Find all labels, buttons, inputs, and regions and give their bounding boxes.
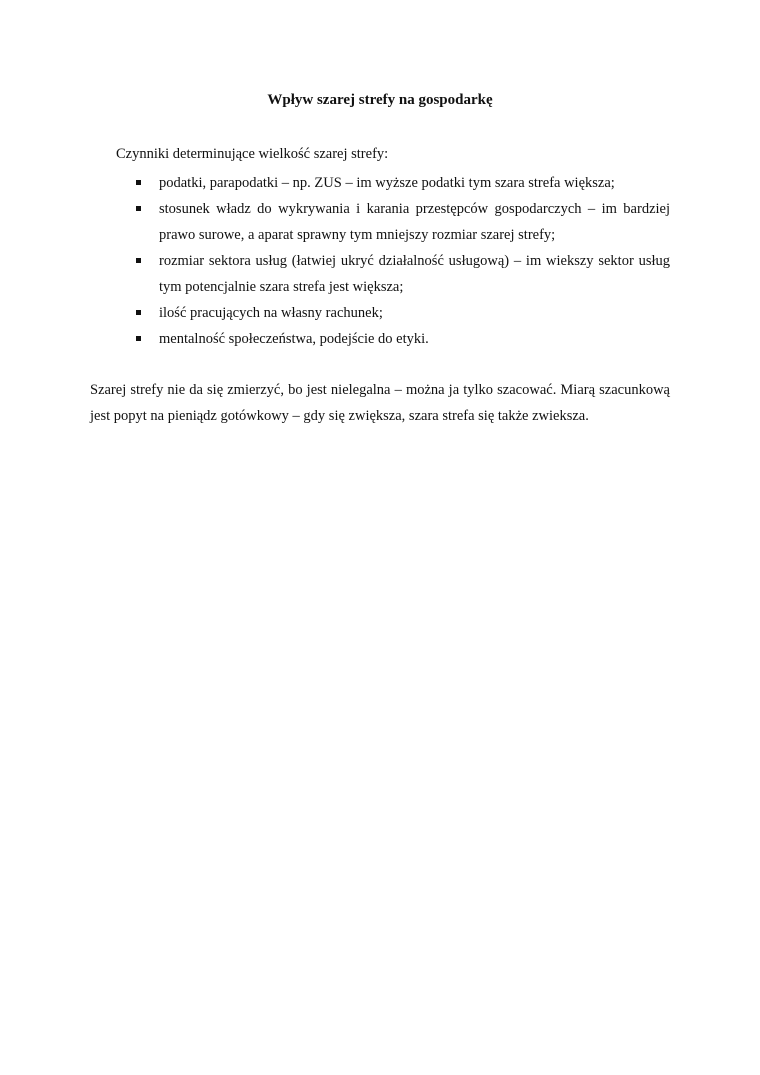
- list-item: stosunek władz do wykrywania i karania przestępców gospodarczych – im bardziej prawo surowe, a aparat sprawny tym mniejszy rozmiar szarej strefy;: [136, 196, 670, 248]
- body-paragraph: Szarej strefy nie da się zmierzyć, bo jest nielegalna – można ja tylko szacować. Miarą szacunkową jest popyt na pieniądz gotówkowy – gdy się zwiększa, szara strefa się także zwieksza.: [90, 382, 670, 424]
- factor-list: [136, 170, 670, 352]
- list-item: podatki, parapodatki – np. ZUS – im wyższe podatki tym szara strefa większa;: [136, 170, 670, 196]
- intro-text: Czynniki determinujące wielkość szarej strefy:: [116, 146, 389, 162]
- list-item: mentalność społeczeństwa, podejście do etyki.: [136, 326, 670, 352]
- list-item: ilość pracujących na własny rachunek;: [136, 300, 670, 326]
- list-item: rozmiar sektora usług (łatwiej ukryć działalność usługową) – im wiekszy sektor usług tym potencjalnie szara strefa jest większa;: [136, 248, 670, 300]
- document-title: Wpływ szarej strefy na gospodarkę: [267, 92, 493, 108]
